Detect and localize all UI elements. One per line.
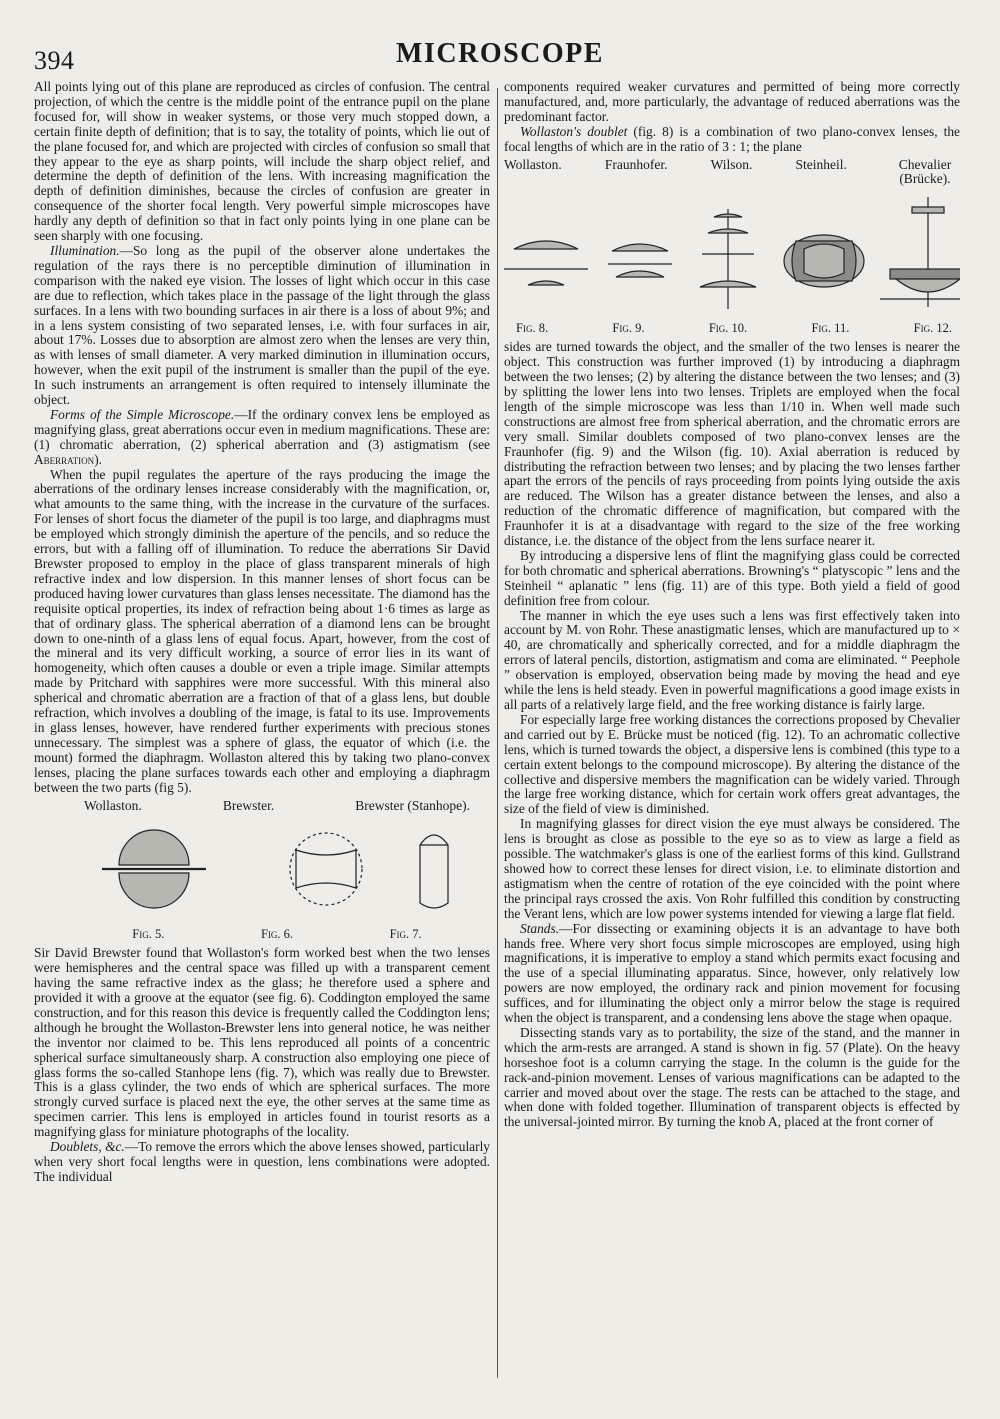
paragraph: For especially large free working distances the corrections proposed by Chevalier and carried out by E. Brücke must be noticed (fig. 12). To an achromatic collective lens, which is turned towards the object, a dispersive lens is combined (this type to a certain extent belongs to the compound microscope). By altering the distance of the collective and dispersive members the magnification can be widely varied. Through the large free working distance, which for certain work offers great advantages, the size of the field of view is diminished. [504, 711, 960, 817]
paragraph: Illumination.—So long as the pupil of the observer alone undertakes the regulation of the rays there is no perceptible diminution of illumination in comparison with the naked eye vision. The losses of light which occur in this case are due to reflection, which takes place in the passage of the light through the glass surfaces. In a lens with two bounding surfaces in air there is a loss of about 9%; and in a lens system consisting of two separated lenses, i.e. with four surfaces in air, about 17%. Losses due to absorption are almost zero when the lenses are very thin, as with lenses of small diameter. A very marked diminution in illumination occurs, however, when the exit pupil of the instrument is smaller than the pupil of the eye. In such instruments an arrangement is often required to intensely illuminate the object. [34, 242, 490, 408]
fig8-wollaston-doublet-drawing [504, 241, 588, 285]
section-heading: Doublets, &c. [50, 1139, 125, 1155]
figure-label: Fraunhofer. [604, 156, 668, 172]
left-column [34, 80, 490, 1185]
fig7-stanhope-drawing [420, 835, 448, 908]
paragraph: All points lying out of this plane are reproduced as circles of confusion. The central projection, of which the centre is the middle point of the entrance pupil on the plane focused for, will show in weaker systems, or those very much stopped down, a certain finite depth of definition; that is to say, the totality of points, which lie out of the plane focused for, and which are projected with circles of confusion so small that they appear to the eye as sharp points, will include the sharp object relief, and determine the depth of definition of the lens. With increasing magnification the depth of definition diminishes, because the circles of confusion are greater in consequence of the shorter focal length. Very powerful simple microscopes have hardly any depth of definition so that in fact only points lying in one plane can be seen sharply with one focusing. [34, 79, 490, 244]
paragraph: When the pupil regulates the aperture of the rays producing the image the aberrations of the ordinary lenses increase considerably with the magnification, or, what amounts to the same thing, with the increase in the curvature of the surfaces. For lenses of short focus the diameter of the pupil is too large, and diaphragms must be employed which strongly diminish the aperture of the pencils, and so reduce the errors, but with a falling off of illumination. To reduce the aberrations Sir David Brewster proposed to employ in the place of glass transparent minerals of high refractive index and low dispersion. In this manner lenses of short focus can be produced having lower curvatures than glass lenses necessitate. The diamond has the requisite optical properties, its index of refraction being about 1·6 times as large as that of ordinary glass. The spherical aberration of a diamond lens can be brought down to one-ninth of a glass lens of equal focus. Apart, however, from the cost of the mineral and its very difficult working, a source of error lies in its want of homogeneity, which often causes a double or even a triple image. Similar attempts made by Pritchard with sapphires were more successful. With this mineral also spherical and chromatic aberration are a fraction of that of a glass lens, but double refraction, which involves a doubling of the image, is fatal to its use. Improvements in glass lenses, however, have rendered further experiments with precious stones unnecessary. The simplest was a sphere of glass, the equator of which (i.e. the mount) formed the diaphragm. Wollaston altered this by taking two plano-convex lenses, placing the plane surfaces towards each other and employing a diaphragm between the two parts (fig 5). [34, 466, 490, 795]
page-header [34, 38, 966, 82]
figure-label: Brewster (Stanhope). [355, 797, 470, 813]
figure-caption: Fig. 9. [612, 321, 645, 336]
figure-caption: Fig. 5. [132, 927, 165, 942]
column-divider [497, 88, 498, 1378]
paragraph: In magnifying glasses for direct vision the eye must always be considered. The lens is brought as close as possible to the eye so as to view as large a field as possible. The watchmaker's glass is one of the earliest forms of this kind. Gullstrand showed how to correct these lenses for direct vision, i.e. to eliminate distortion and astigmatism when the centre of rotation of the eye coincided with the point where the principal rays crossed the axis. Von Rohr fulfilled this condition by constructing the Verant lens, which are low power systems intended for viewing a large flat field. [504, 816, 960, 921]
figure-label: Wollaston. [504, 156, 562, 172]
lens-figures-5-7 [34, 815, 490, 927]
lens-figures-8-12 [504, 189, 960, 321]
figure-label: Wilson. [710, 156, 753, 172]
figure-group-8-12 [504, 158, 960, 337]
running-head-title: MICROSCOPE [396, 38, 604, 69]
figure-caption: Fig. 6. [260, 927, 294, 942]
section-heading: Forms of the Simple Microscope. [50, 406, 235, 422]
paragraph: Sir David Brewster found that Wollaston's form worked best when the two lenses were hemispheres and the central space was filled up with a transparent cement having the same refractive index as the glass; he therefore used a sphere and provided it with a groove at the equator (see fig. 6). Coddington employed the same construction, and for this reason this device is frequently called the Coddington lens; although he brought the Wollaston-Brewster lens into general notice, he was neither the inventor nor claimed to be. This lens reproduced all points of a concentric spherical surface simultaneously sharp. A construction also employing one piece of glass forms the so-called Stanhope lens (fig. 7), which was really due to Brewster. This is a glass cylinder, the two ends of which are spherical surfaces. The more strongly curved surface is placed next the eye, the other serves at the same time as specimen carrier. This lens is employed in articles found in tourist resorts as a magnifying glass for miniature photographs of the locality. [34, 945, 490, 1140]
section-heading: Illumination. [50, 242, 120, 258]
paragraph: Stands.—For dissecting or examining objects it is an advantage to have both hands free. Where very short focus simple microscopes are employed, using high magnifications, it is imperative to employ a stand which permits exact focusing and the use of a special illuminating apparatus. Since, however, only relatively low powers are now employed, the ordinary rack and pinion movement for focusing suffices, and for illuminating the object only a mirror below the stage is required when the object is transparent, and a condensing lens above the stage when opaque. [504, 920, 960, 1026]
figure-caption: Fig. 12. [913, 321, 952, 336]
fig5-wollaston-drawing [102, 830, 206, 908]
paragraph: The manner in which the eye uses such a lens was first effectively taken into account by M. von Rohr. These anastigmatic lenses, which are manufactured up to × 40, are chromatically and spherically corrected, and for a middle diaphragm the errors of lateral pencils, distortion, astigmatism and coma are eliminated. “ Peephole ” observation is employed, observation being made by moving the head and eye while the lens is held steady. Even in powerful magnifications a good image exists in all parts of a relatively large field, and the free working distance is fairly large. [504, 607, 960, 712]
paragraph: Dissecting stands vary as to portability, the size of the stand, and the manner in which the arm-rests are arranged. A stand is shown in fig. 57 (Plate). On the heavy horseshoe foot is a column carrying the stage. In the column is the guide for the rack-and-pinion movement. Lenses of various magnifications can be adapted to the carrier and moved about over the stage. The rests can be attached to the stage, and when done with folded together. Illumination of transparent objects is effected by the universal-jointed mirror. By turning the knob A, placed at the front corner of [504, 1024, 960, 1130]
fig6-brewster-drawing [290, 833, 362, 905]
figure-label: Steinheil. [795, 156, 847, 172]
figure-label: Brewster. [222, 797, 275, 813]
paragraph: Forms of the Simple Microscope.—If the ordinary convex lens be employed as magnifying glass, great aberrations occur even in medium magnifications. These are: (1) chromatic aberration, (2) spherical aberration and (3) astigmatism (see Aberration). [34, 406, 490, 467]
figure-label: Wollaston. [84, 797, 142, 813]
figure-caption: Fig. 11. [811, 321, 850, 336]
figure-caption: Fig. 10. [708, 321, 748, 336]
right-column [504, 80, 960, 1130]
paragraph: Wollaston's doublet (fig. 8) is a combination of two plano-convex lenses, the focal lengths of which are in the ratio of 3 : 1; the plane [504, 123, 960, 154]
paragraph: sides are turned towards the object, and the smaller of the two lenses is nearer the object. This construction was further improved (1) by introducing a diaphragm between the two lenses; (2) by altering the distance between the two lenses; and (3) by splitting the lower lens into two lenses. Triplets are employed when the focal length of the simple microscope was less than 1/10 in. When well made such constructions are almost free from spherical aberration, and the chromatic errors are very small. Similar doublets composed of two plano-convex lenses are the Fraunhofer (fig. 9) and the Wilson (fig. 10). Axial aberration is reduced by distributing the refraction between two lenses; and by placing the two lenses farther apart the errors of the pencils of rays proceeding from points lying outside the axis are reduced. The Wilson has a greater distance between the lenses, and also a reduction of the chromatic difference of magnification, but compared with the Fraunhofer it is at a disadvantage with regard to the size of the free working distance, i.e. the distance of the object from the lens surface nearer it. [504, 339, 960, 549]
cross-reference: Aberration [34, 451, 95, 467]
paragraph: By introducing a dispersive lens of flint the magnifying glass could be corrected for both chromatic and spherical aberrations. Browning's “ platyscopic ” lens and the Steinheil “ aplanatic ” lens (fig. 11) are of this type. Both yield a field of good definition free from colour. [504, 547, 960, 608]
fig10-wilson-drawing [700, 209, 756, 309]
page-number: 394 [34, 46, 75, 75]
figure-caption: Fig. 7. [389, 927, 422, 942]
section-heading: Stands. [520, 920, 560, 936]
section-heading: Wollaston's doublet [520, 123, 628, 139]
paragraph: Doublets, &c.—To remove the errors which the above lenses showed, particularly when very short focal lengths were in question, lens combinations were adopted. The individual [34, 1139, 491, 1184]
figure-group-5-7 [34, 799, 490, 943]
figure-caption: Fig. 8. [516, 321, 549, 336]
fig11-steinheil-drawing [784, 235, 864, 287]
fig12-chevalier-drawing [880, 197, 960, 307]
figure-label: Chevalier (Brücke). [898, 156, 952, 187]
paragraph: components required weaker curvatures and permitted of being more correctly manufactured, and, more particularly, the advantage of reduced aberrations was the predominant factor. [504, 79, 960, 124]
fig9-fraunhofer-drawing [608, 244, 672, 277]
